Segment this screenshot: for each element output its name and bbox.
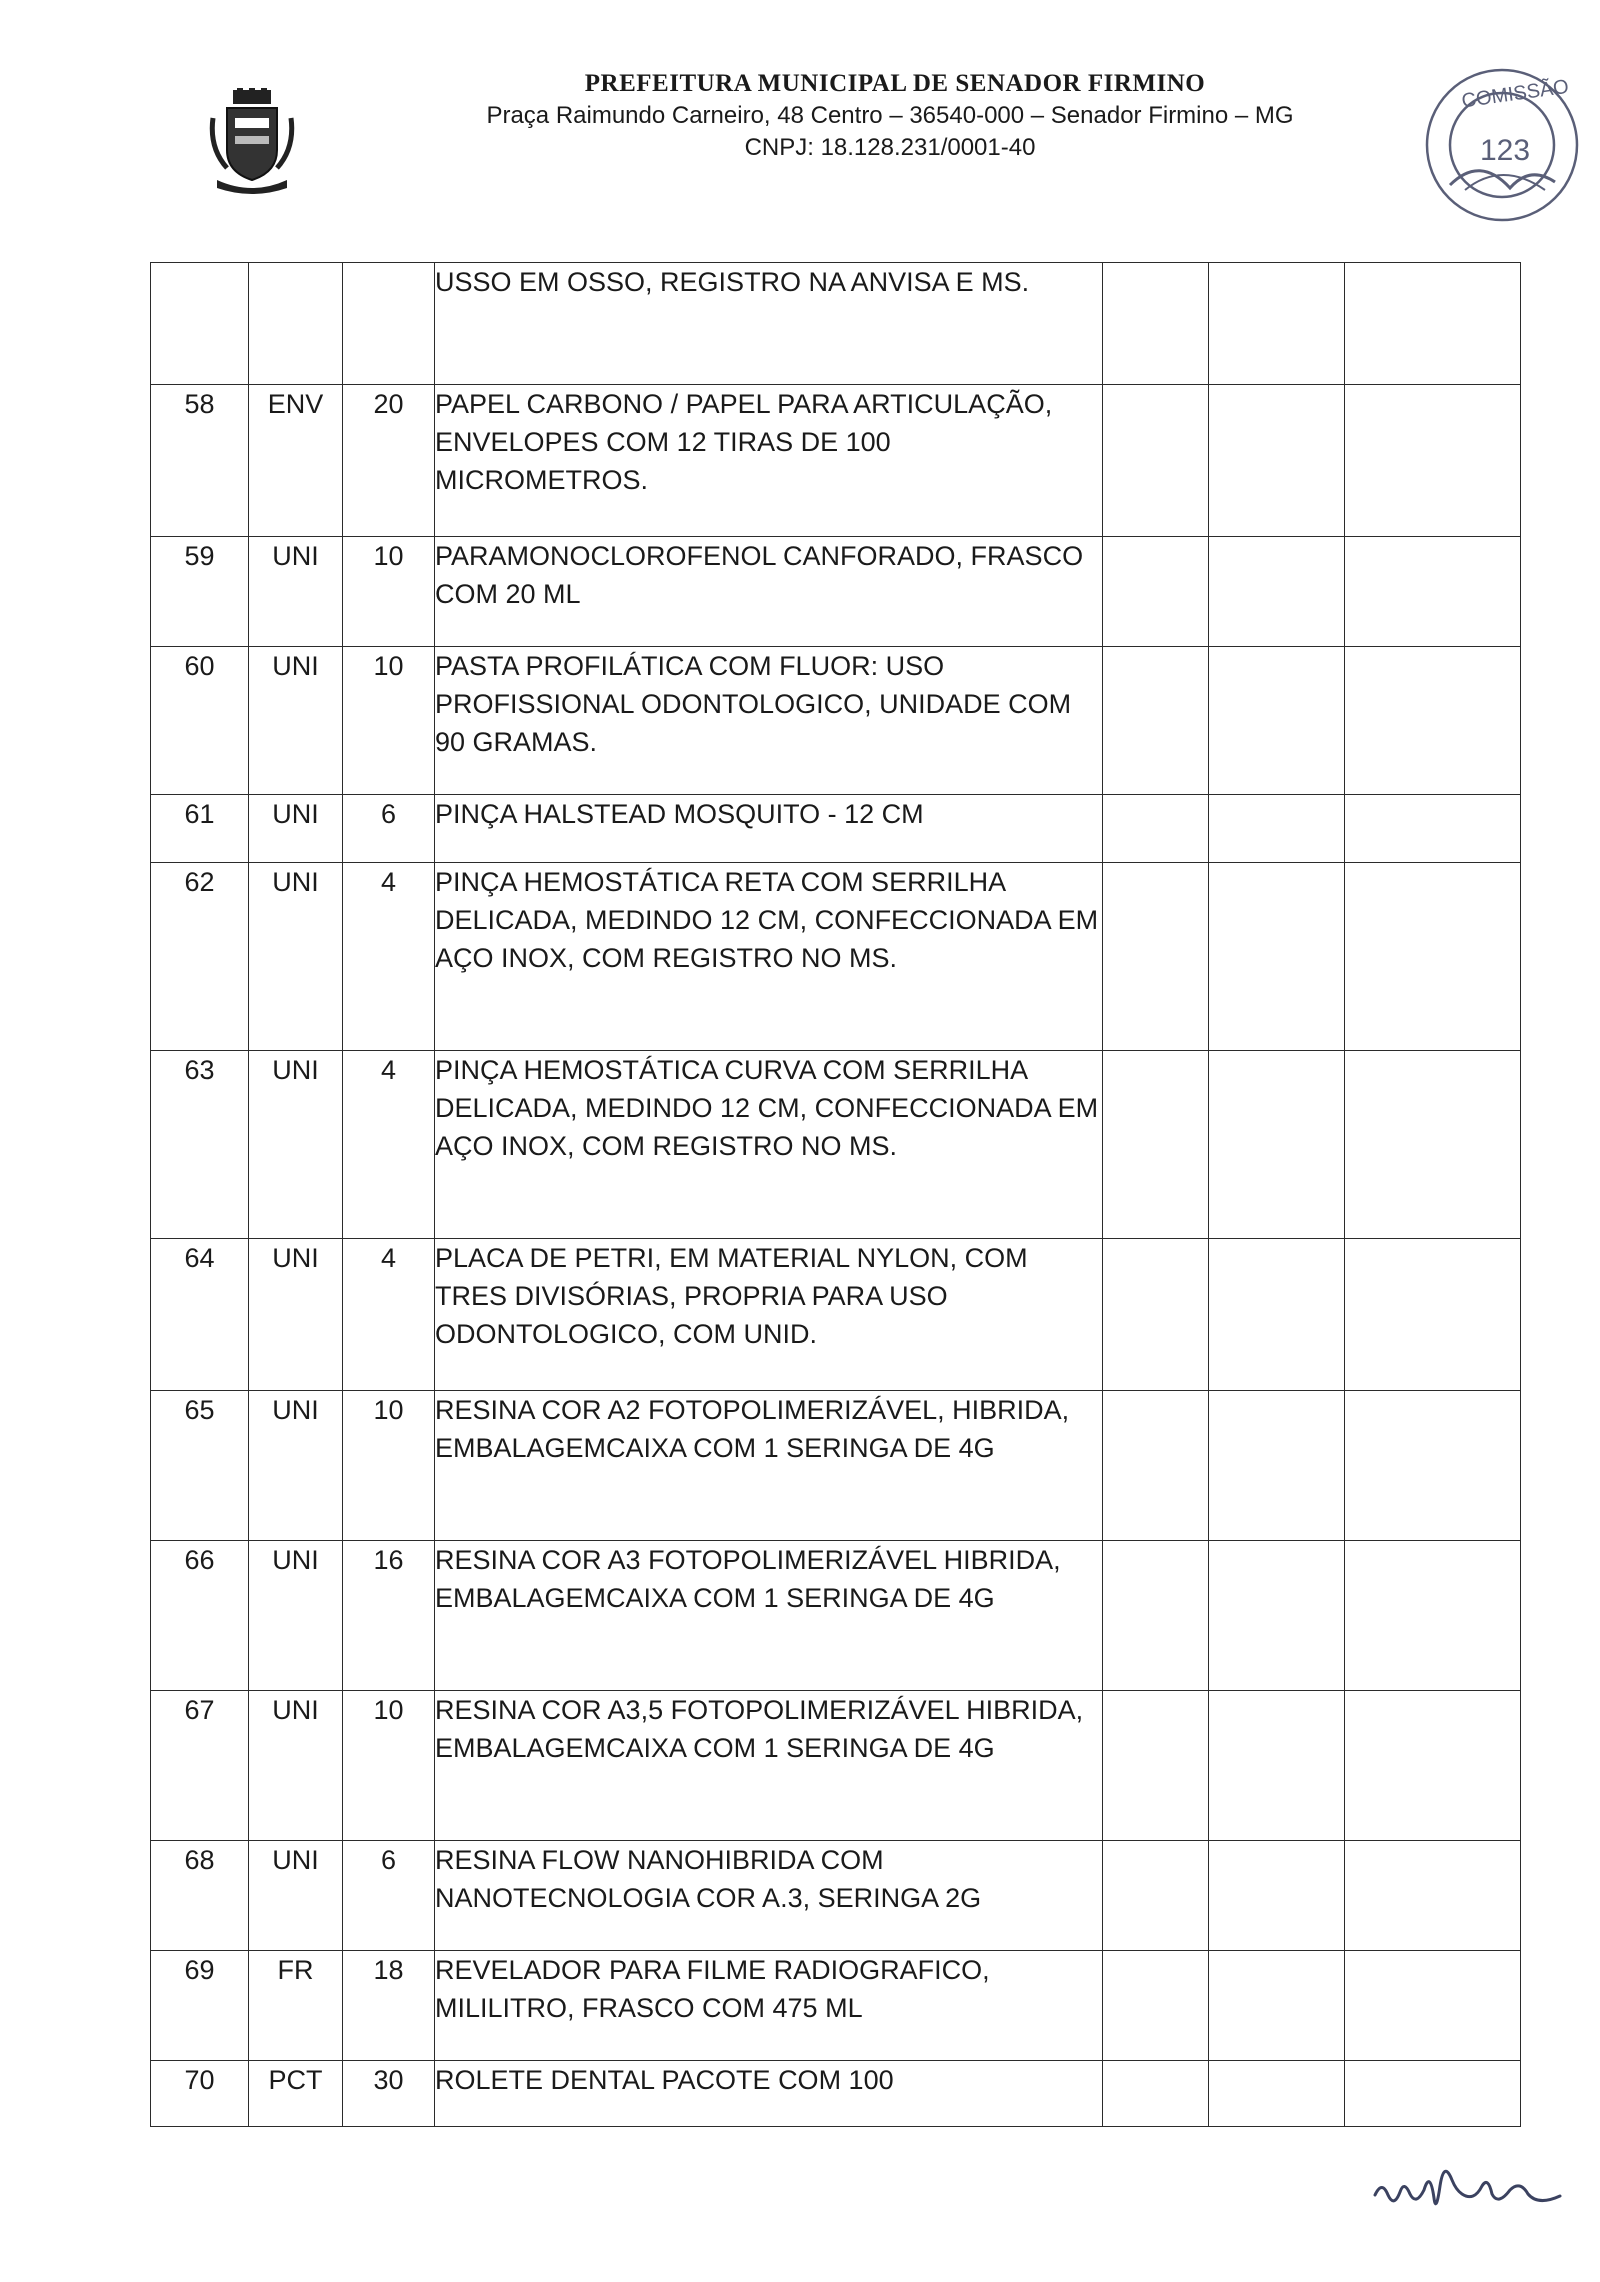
empty-cell (1209, 1541, 1345, 1691)
org-name: PREFEITURA MUNICIPAL DE SENADOR FIRMINO (584, 70, 1206, 97)
item-quantity: 18 (343, 1951, 435, 2061)
item-quantity: 10 (343, 647, 435, 795)
empty-cell (1103, 795, 1209, 863)
item-description: RESINA COR A2 FOTOPOLIMERIZÁVEL, HIBRIDA, EMBALAGEMCAIXA COM 1 SERINGA DE 4G (435, 1391, 1103, 1541)
item-quantity: 10 (343, 537, 435, 647)
item-unit: UNI (249, 795, 343, 863)
table-row (151, 795, 1521, 863)
empty-cell (1103, 1691, 1209, 1841)
empty-cell (1345, 537, 1521, 647)
item-number: 58 (151, 385, 249, 537)
empty-cell (1209, 263, 1345, 385)
table-row (151, 1951, 1521, 2061)
item-number: 63 (151, 1051, 249, 1239)
table-row (151, 1541, 1521, 1691)
empty-cell (1345, 863, 1521, 1051)
empty-cell (1103, 263, 1209, 385)
empty-cell (1103, 647, 1209, 795)
empty-cell (1209, 1391, 1345, 1541)
item-unit: UNI (249, 537, 343, 647)
item-unit: PCT (249, 2061, 343, 2127)
item-description: RESINA COR A3,5 FOTOPOLIMERIZÁVEL HIBRIDA, EMBALAGEMCAIXA COM 1 SERINGA DE 4G (435, 1691, 1103, 1841)
empty-cell (1345, 385, 1521, 537)
table-row (151, 1691, 1521, 1841)
item-quantity: 30 (343, 2061, 435, 2127)
table-row (151, 263, 1521, 385)
org-cnpj: CNPJ: 18.128.231/0001-40 (744, 134, 1036, 161)
empty-cell (1209, 1239, 1345, 1391)
empty-cell (1103, 1391, 1209, 1541)
item-quantity: 4 (343, 1051, 435, 1239)
table-row (151, 1051, 1521, 1239)
item-unit: UNI (249, 1691, 343, 1841)
item-unit: UNI (249, 1541, 343, 1691)
item-unit: UNI (249, 863, 343, 1051)
empty-cell (1345, 1239, 1521, 1391)
empty-cell (1103, 1051, 1209, 1239)
item-unit: UNI (249, 1051, 343, 1239)
empty-cell (1209, 385, 1345, 537)
item-unit: UNI (249, 1239, 343, 1391)
item-description: PINÇA HALSTEAD MOSQUITO - 12 CM (435, 795, 1103, 863)
item-number (151, 263, 249, 385)
table-row (151, 385, 1521, 537)
empty-cell (1103, 863, 1209, 1051)
empty-cell (1209, 1691, 1345, 1841)
empty-cell (1103, 385, 1209, 537)
stamp-number: 123 (1480, 134, 1531, 167)
item-quantity: 4 (343, 1239, 435, 1391)
table-row (151, 1391, 1521, 1541)
item-description: PARAMONOCLOROFENOL CANFORADO, FRASCO COM 20 ML (435, 537, 1103, 647)
empty-cell (1345, 1951, 1521, 2061)
item-number: 64 (151, 1239, 249, 1391)
item-unit: UNI (249, 647, 343, 795)
item-number: 70 (151, 2061, 249, 2127)
item-unit: FR (249, 1951, 343, 2061)
table-row (151, 647, 1521, 795)
item-number: 61 (151, 795, 249, 863)
item-description: PLACA DE PETRI, EM MATERIAL NYLON, COM TRES DIVISÓRIAS, PROPRIA PARA USO ODONTOLOGICO, COM UNID. (435, 1239, 1103, 1391)
item-quantity (343, 263, 435, 385)
item-unit: UNI (249, 1391, 343, 1541)
item-number: 69 (151, 1951, 249, 2061)
stamp-text: COMISSÃO (1460, 75, 1571, 113)
item-number: 66 (151, 1541, 249, 1691)
item-description: RESINA COR A3 FOTOPOLIMERIZÁVEL HIBRIDA, EMBALAGEMCAIXA COM 1 SERINGA DE 4G (435, 1541, 1103, 1691)
empty-cell (1345, 1541, 1521, 1691)
item-number: 59 (151, 537, 249, 647)
item-description: RESINA FLOW NANOHIBRIDA COM NANOTECNOLOGIA COR A.3, SERINGA 2G (435, 1841, 1103, 1951)
empty-cell (1345, 1841, 1521, 1951)
table-row (151, 863, 1521, 1051)
signature (1370, 2150, 1570, 2220)
item-number: 65 (151, 1391, 249, 1541)
item-unit (249, 263, 343, 385)
empty-cell (1345, 1391, 1521, 1541)
empty-cell (1345, 795, 1521, 863)
item-description: PINÇA HEMOSTÁTICA CURVA COM SERRILHA DELICADA, MEDINDO 12 CM, CONFECCIONADA EM AÇO INOX, COM REGISTRO NO MS. (435, 1051, 1103, 1239)
document-header (0, 60, 1600, 200)
item-unit: UNI (249, 1841, 343, 1951)
item-number: 67 (151, 1691, 249, 1841)
commission-stamp (1410, 60, 1595, 230)
org-address: Praça Raimundo Carneiro, 48 Centro – 36540-000 – Senador Firmino – MG (486, 102, 1294, 129)
item-quantity: 6 (343, 1841, 435, 1951)
empty-cell (1103, 1841, 1209, 1951)
table-row (151, 2061, 1521, 2127)
empty-cell (1345, 647, 1521, 795)
table-row (151, 537, 1521, 647)
item-quantity: 6 (343, 795, 435, 863)
empty-cell (1209, 1841, 1345, 1951)
item-quantity: 10 (343, 1691, 435, 1841)
empty-cell (1209, 863, 1345, 1051)
empty-cell (1103, 1541, 1209, 1691)
empty-cell (1209, 1051, 1345, 1239)
empty-cell (1103, 537, 1209, 647)
empty-cell (1209, 537, 1345, 647)
empty-cell (1345, 263, 1521, 385)
table-row (151, 1239, 1521, 1391)
item-quantity: 4 (343, 863, 435, 1051)
empty-cell (1209, 647, 1345, 795)
item-description: USSO EM OSSO, REGISTRO NA ANVISA E MS. (435, 263, 1103, 385)
item-description: REVELADOR PARA FILME RADIOGRAFICO, MILILITRO, FRASCO COM 475 ML (435, 1951, 1103, 2061)
empty-cell (1345, 2061, 1521, 2127)
empty-cell (1209, 1951, 1345, 2061)
item-description: ROLETE DENTAL PACOTE COM 100 (435, 2061, 1103, 2127)
item-quantity: 16 (343, 1541, 435, 1691)
item-description: PINÇA HEMOSTÁTICA RETA COM SERRILHA DELICADA, MEDINDO 12 CM, CONFECCIONADA EM AÇO INOX, COM REGISTRO NO MS. (435, 863, 1103, 1051)
empty-cell (1345, 1691, 1521, 1841)
empty-cell (1345, 1051, 1521, 1239)
item-number: 62 (151, 863, 249, 1051)
item-unit: ENV (249, 385, 343, 537)
empty-cell (1103, 1239, 1209, 1391)
table-row (151, 1841, 1521, 1951)
item-number: 68 (151, 1841, 249, 1951)
empty-cell (1103, 1951, 1209, 2061)
item-description: PAPEL CARBONO / PAPEL PARA ARTICULAÇÃO, ENVELOPES COM 12 TIRAS DE 100 MICROMETROS. (435, 385, 1103, 537)
empty-cell (1209, 2061, 1345, 2127)
item-description: PASTA PROFILÁTICA COM FLUOR: USO PROFISSIONAL ODONTOLOGICO, UNIDADE COM 90 GRAMAS. (435, 647, 1103, 795)
empty-cell (1103, 2061, 1209, 2127)
item-number: 60 (151, 647, 249, 795)
items-table (150, 262, 1521, 2127)
empty-cell (1209, 795, 1345, 863)
item-quantity: 20 (343, 385, 435, 537)
item-quantity: 10 (343, 1391, 435, 1541)
